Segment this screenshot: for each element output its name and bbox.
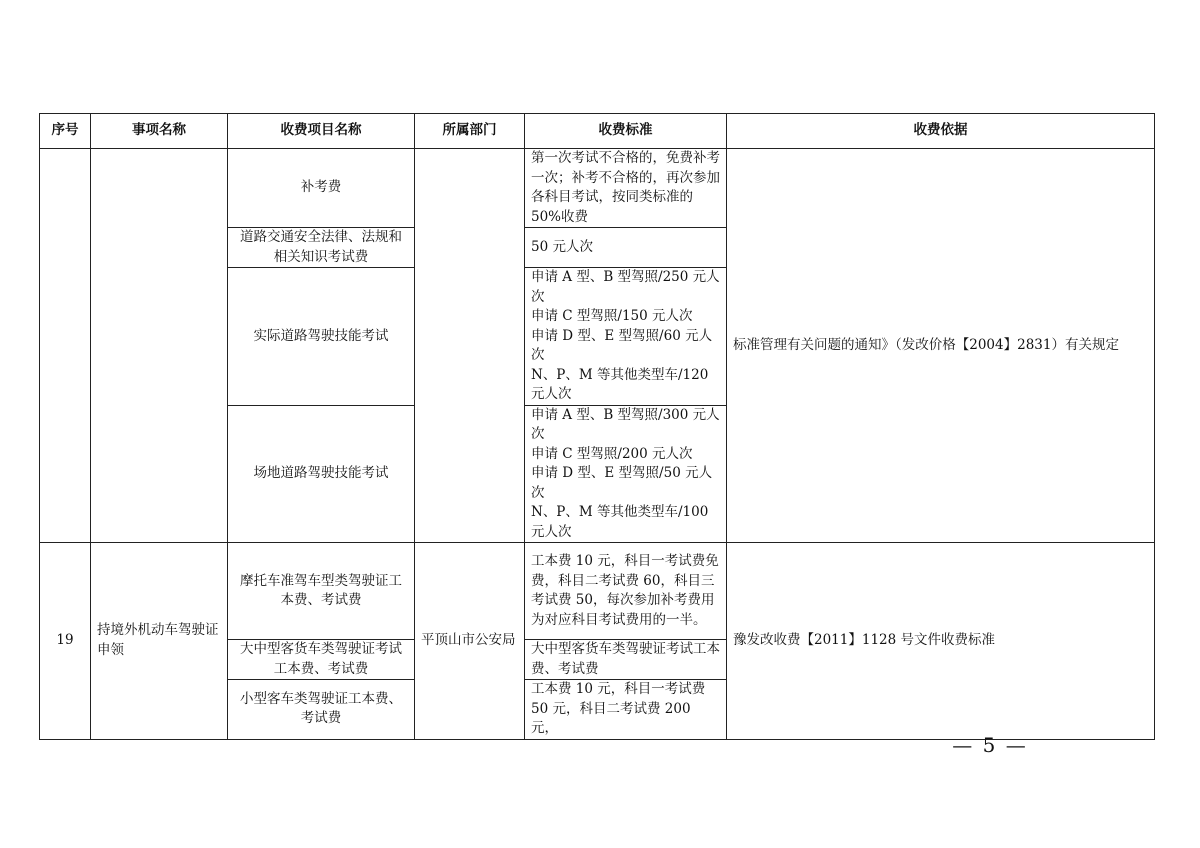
table-row xyxy=(40,543,1155,640)
header-fee-item: 收费项目名称 xyxy=(228,114,415,149)
header-seq: 序号 xyxy=(40,114,91,149)
fee-standard: 申请 A 型、B 型驾照/250 元人次 申请 C 型驾照/150 元人次 申请 D 型、E 型驾照/60 元人次 N、P、M 等其他类型车/120 元人次 xyxy=(525,268,727,406)
header-standard: 收费标准 xyxy=(525,114,727,149)
fee-item-name: 实际道路驾驶技能考试 xyxy=(228,268,415,406)
seq-cell-empty xyxy=(40,149,91,543)
fee-item-name: 道路交通安全法律、法规和相关知识考试费 xyxy=(228,228,415,268)
fee-standard: 50 元人次 xyxy=(525,228,727,268)
page-number: — 5 — xyxy=(952,733,1028,757)
fee-standard: 大中型客货车类驾驶证考试工本费、考试费 xyxy=(525,640,727,680)
fee-standard: 第一次考试不合格的，免费补考一次；补考不合格的，再次参加各科目考试，按同类标准的 50%收费 xyxy=(525,149,727,228)
fee-item-name: 场地道路驾驶技能考试 xyxy=(228,405,415,543)
dept-cell-empty xyxy=(415,149,525,543)
fee-item-name: 补考费 xyxy=(228,149,415,228)
fee-standard: 工本费 10 元，科目一考试费免费，科目二考试费 60，科目三考试费 50，每次参加补考费用为对应科目考试费用的一半。 xyxy=(525,543,727,640)
header-basis: 收费依据 xyxy=(727,114,1155,149)
fee-item-name: 摩托车准驾车型类驾驶证工本费、考试费 xyxy=(228,543,415,640)
fee-table xyxy=(39,113,1155,740)
matter-cell: 持境外机动车驾驶证申领 xyxy=(91,543,228,740)
table-header-row xyxy=(40,114,1155,149)
seq-cell: 19 xyxy=(40,543,91,740)
dept-cell: 平顶山市公安局 xyxy=(415,543,525,740)
fee-item-name: 小型客车类驾驶证工本费、考试费 xyxy=(228,680,415,740)
header-dept: 所属部门 xyxy=(415,114,525,149)
fee-standard: 申请 A 型、B 型驾照/300 元人次 申请 C 型驾照/200 元人次 申请 D 型、E 型驾照/50 元人次 N、P、M 等其他类型车/100 元人次 xyxy=(525,405,727,543)
header-matter: 事项名称 xyxy=(91,114,228,149)
matter-cell-empty xyxy=(91,149,228,543)
fee-item-name: 大中型客货车类驾驶证考试工本费、考试费 xyxy=(228,640,415,680)
table-row xyxy=(40,149,1155,228)
fee-standard: 工本费 10 元，科目一考试费 50 元，科目二考试费 200 元， xyxy=(525,680,727,740)
fee-basis: 标准管理有关问题的通知》（发改价格【2004】2831）有关规定 xyxy=(727,149,1155,543)
fee-basis: 豫发改收费【2011】1128 号文件收费标准 xyxy=(727,543,1155,740)
